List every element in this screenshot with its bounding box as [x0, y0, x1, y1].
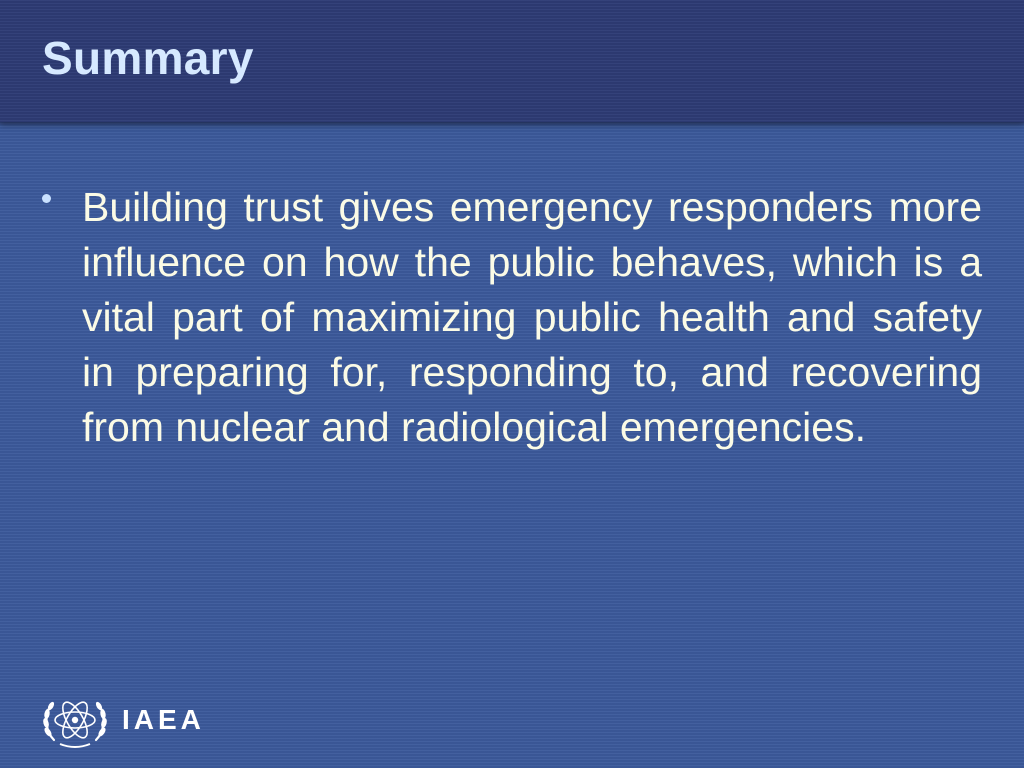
title-bar [0, 0, 1024, 122]
iaea-logo-text: IAEA [122, 704, 205, 735]
bullet-icon [42, 194, 51, 203]
slide-content [40, 180, 982, 455]
slide-title: Summary [42, 32, 254, 84]
bullet-text: Building trust gives emergency responders more influence on how the public behaves, which is a vital part of maximizing public health and safety in preparing for, responding to, and recovering from nuclear and radiological emergencies. [82, 184, 982, 450]
iaea-emblem-icon [40, 688, 110, 752]
iaea-logo [40, 688, 230, 752]
bullet-item [40, 180, 982, 455]
